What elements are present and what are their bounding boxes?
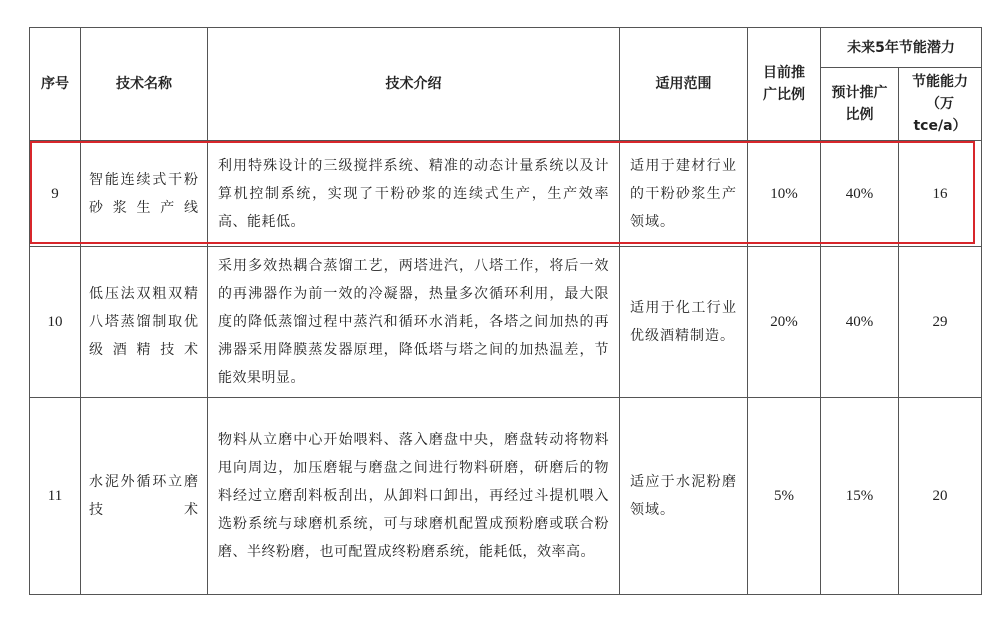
row-current: 10% [748, 141, 821, 247]
row-name: 水泥外循环立磨技术 [81, 398, 208, 595]
row-seq: 9 [30, 141, 81, 247]
row-intro: 采用多效热耦合蒸馏工艺，两塔进汽，八塔工作，将后一效的再沸器作为前一效的冷凝器，热量多次循环利用，最大限度的降低蒸馏过程中蒸汽和循环水消耗，各塔之间加热的再沸器采用降膜蒸发器原理，降低塔与塔之间的加热温差，节能效果明显。 [208, 247, 620, 398]
row-scope: 适用于化工行业优级酒精制造。 [620, 247, 748, 398]
row-name: 智能连续式干粉砂浆生产线 [81, 141, 208, 247]
row-name: 低压法双粗双精八塔蒸馏制取优级酒精技术 [81, 247, 208, 398]
table-row [30, 247, 982, 398]
row-expected: 15% [821, 398, 899, 595]
header-name: 技术名称 [81, 28, 208, 141]
row-scope: 适应于水泥粉磨领域。 [620, 398, 748, 595]
header-intro: 技术介绍 [208, 28, 620, 141]
header-scope: 适用范围 [620, 28, 748, 141]
table-row [30, 141, 982, 247]
row-capacity: 20 [899, 398, 982, 595]
row-intro: 物料从立磨中心开始喂料、落入磨盘中央，磨盘转动将物料甩向周边，加压磨辊与磨盘之间进行物料研磨，研磨后的物料经过立磨刮料板刮出，从卸料口卸出，再经过斗提机喂入选粉系统与球磨机系统，可与球磨机配置成预粉磨或联合粉磨、半终粉磨，也可配置成终粉磨系统，能耗低，效率高。 [208, 398, 620, 595]
header-expected: 预计推广比例 [821, 68, 899, 141]
header-current: 目前推广比例 [748, 28, 821, 141]
tech-table [29, 27, 982, 595]
row-capacity: 16 [899, 141, 982, 247]
row-current: 20% [748, 247, 821, 398]
row-expected: 40% [821, 247, 899, 398]
row-current: 5% [748, 398, 821, 595]
header-future-group: 未来5年节能潜力 [821, 28, 982, 68]
table-row [30, 398, 982, 595]
row-seq: 10 [30, 247, 81, 398]
row-capacity: 29 [899, 247, 982, 398]
header-seq: 序号 [30, 28, 81, 141]
row-seq: 11 [30, 398, 81, 595]
row-intro: 利用特殊设计的三级搅拌系统、精准的动态计量系统以及计算机控制系统，实现了干粉砂浆的连续式生产，生产效率高、能耗低。 [208, 141, 620, 247]
row-expected: 40% [821, 141, 899, 247]
row-scope: 适用于建材行业的干粉砂浆生产领域。 [620, 141, 748, 247]
header-capacity: 节能能力（万 tce/a） [899, 68, 982, 141]
